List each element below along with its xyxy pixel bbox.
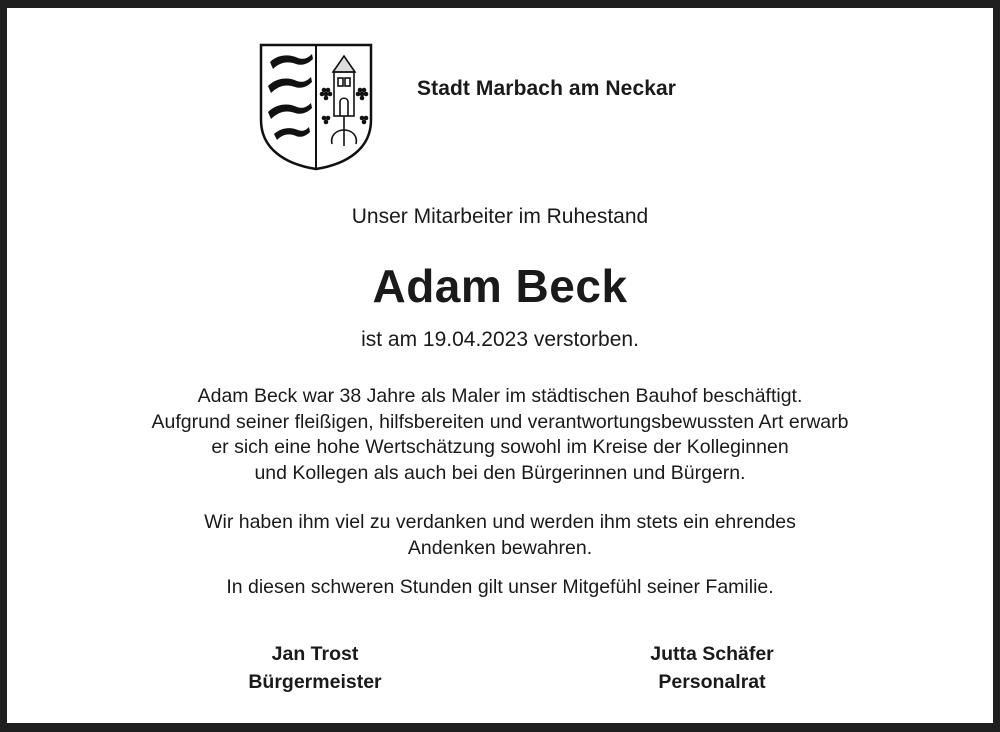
signature-name: Jan Trost (271, 643, 359, 665)
paragraph-line: Wir haben ihm viel zu verdanken und werden ihm stets ein ehrendes (204, 511, 796, 533)
paragraph-line: er sich eine hohe Wertschätzung sowohl im Kreise der Kolleginnen (211, 436, 789, 458)
signature-mayor (215, 640, 415, 696)
paragraph-gratitude (0, 510, 1000, 561)
paragraph-condolence (0, 575, 1000, 601)
signature-title: Personalrat (658, 671, 766, 693)
paragraph-line: Aufgrund seiner fleißigen, hilfsbereiten und verantwortungsbewussten Art erwarb (151, 410, 849, 433)
paragraph-line: Andenken bewahren. (407, 536, 593, 559)
paragraph-line: und Kollegen als auch bei den Bürgerinnen und Bürgern. (254, 461, 746, 484)
paragraph-tribute (0, 384, 1000, 486)
death-date-line: ist am 19.04.2023 verstorben. (361, 328, 639, 351)
paragraph-line: Adam Beck war 38 Jahre als Maler im städtischen Bauhof beschäftigt. (197, 385, 803, 407)
paragraph-line: In diesen schweren Stunden gilt unser Mitgefühl seiner Familie. (226, 576, 774, 598)
city-name: Stadt Marbach am Neckar (417, 77, 677, 100)
signature-name: Jutta Schäfer (650, 643, 774, 665)
notice-subtitle: Unser Mitarbeiter im Ruhestand (351, 205, 649, 228)
signature-staff-council (612, 640, 812, 696)
deceased-name: Adam Beck (372, 260, 628, 312)
coat-of-arms-icon (258, 42, 374, 172)
signature-title: Bürgermeister (248, 671, 382, 693)
